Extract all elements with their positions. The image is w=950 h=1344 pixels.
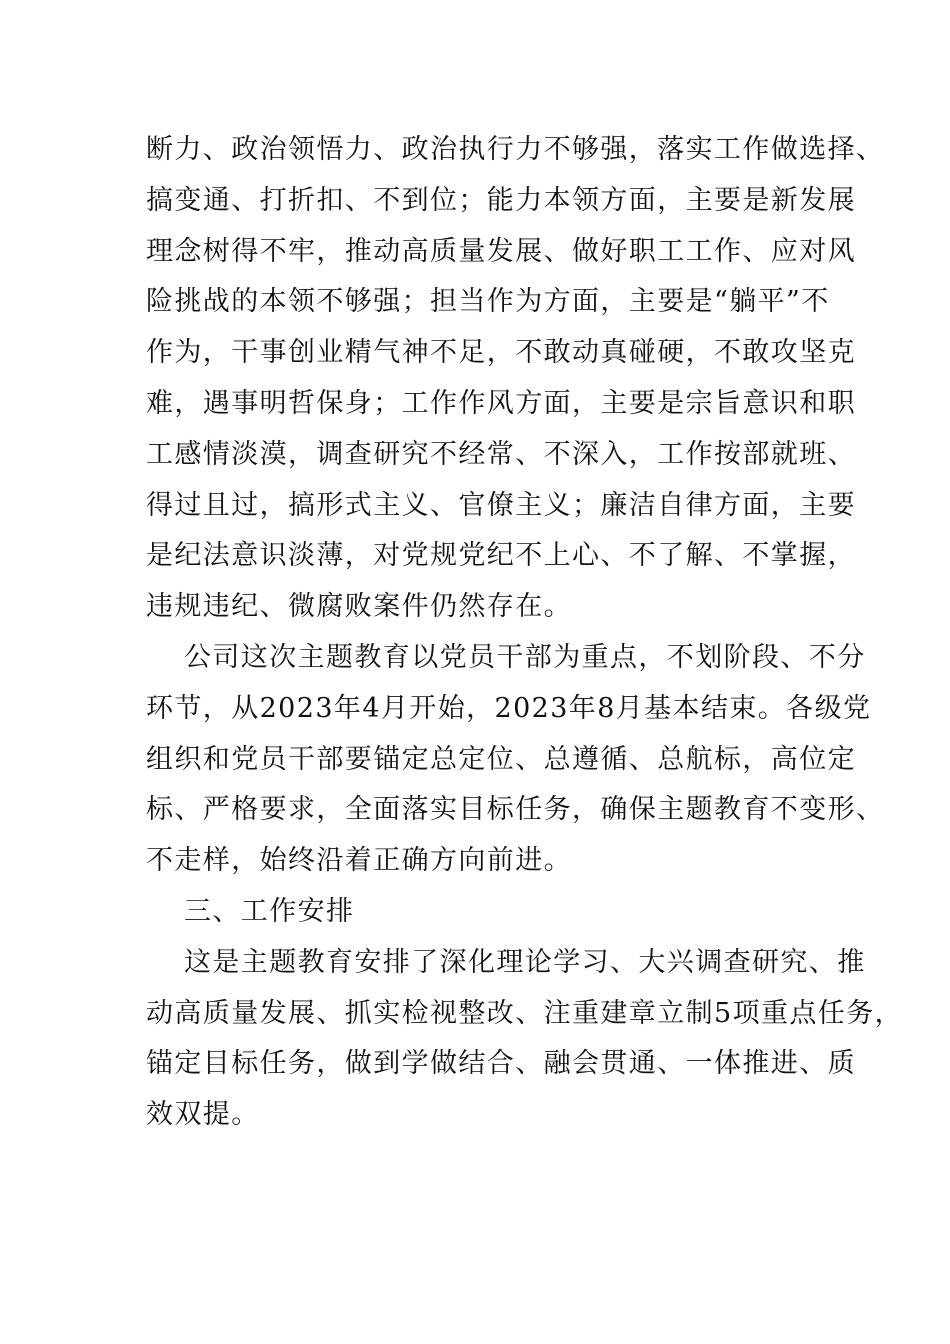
paragraph-first-line: 公司这次主题教育以党员干部为重点，不划阶段、不分 [184,641,866,673]
text-line: 搞变通、打折扣、不到位；能力本领方面，主要是新发展 [146,184,856,216]
text-line: 违规违纪、微腐败案件仍然存在。 [146,591,572,623]
text-line: 作为，干事创业精气神不足，不敢动真碰硬，不敢攻坚克 [146,337,856,369]
text-line: 险挑战的本领不够强；担当作为方面，主要是“躺平”不 [146,286,830,318]
text-line: 工感情淡漠，调查研究不经常、不深入，工作按部就班、 [146,438,856,470]
body-text [146,125,903,1141]
text-line: 不走样，始终沿着正确方向前进。 [146,845,572,877]
text-line: 动高质量发展、抓实检视整改、注重建章立制5项重点任务， [146,997,903,1029]
text-line: 标、严格要求，全面落实目标任务，确保主题教育不变形、 [146,794,885,826]
text-line: 锚定目标任务，做到学做结合、融会贯通、一体推进、质 [146,1048,856,1080]
text-line: 断力、政治领悟力、政治执行力不够强，落实工作做选择、 [146,134,885,165]
text-line: 得过且过，搞形式主义、官僚主义；廉洁自律方面，主要 [146,489,856,521]
section-heading: 三、工作安排 [184,895,355,927]
text-line: 是纪法意识淡薄，对党规党纪不上心、不了解、不掌握， [146,540,856,572]
text-line: 效双提。 [146,1099,260,1131]
text-line: 难，遇事明哲保身；工作作风方面，主要是宗旨意识和职 [146,387,856,419]
paragraph-first-line: 这是主题教育安排了深化理论学习、大兴调查研究、推 [184,946,866,978]
text-line: 环节，从2023年4月开始，2023年8月基本结束。各级党 [146,692,872,724]
text-line: 组织和党员干部要锚定总定位、总遵循、总航标，高位定 [146,743,856,775]
text-line: 理念树得不牢，推动高质量发展、做好职工工作、应对风 [146,235,856,267]
